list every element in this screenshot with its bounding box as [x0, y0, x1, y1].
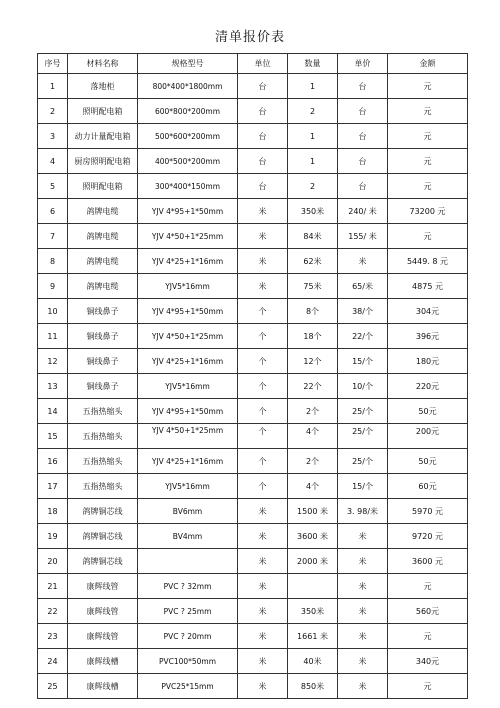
cell-unit: 个 — [238, 424, 288, 449]
cell-name: 五指热缩头 — [68, 399, 138, 424]
table-row — [38, 299, 468, 324]
cell-amount: 60元 — [388, 474, 468, 499]
cell-price: 台 — [338, 124, 388, 149]
cell-price: 米 — [338, 649, 388, 674]
cell-no: 21 — [38, 574, 68, 599]
table-row — [38, 674, 468, 699]
cell-amount: 3600 元 — [388, 549, 468, 574]
cell-unit: 个 — [238, 374, 288, 399]
cell-name: 铜线鼻子 — [68, 349, 138, 374]
cell-amount: 元 — [388, 74, 468, 99]
cell-spec: BV6mm — [138, 499, 238, 524]
cell-price: 米 — [338, 624, 388, 649]
cell-no: 4 — [38, 149, 68, 174]
cell-unit: 个 — [238, 474, 288, 499]
header-qty: 数量 — [288, 54, 338, 74]
cell-amount: 396元 — [388, 324, 468, 349]
table-row — [38, 199, 468, 224]
table-row — [38, 524, 468, 549]
cell-unit: 米 — [238, 224, 288, 249]
cell-price: 15/个 — [338, 474, 388, 499]
table-row — [38, 424, 468, 449]
table-row — [38, 349, 468, 374]
table-row — [38, 449, 468, 474]
cell-spec: YJV 4*25+1*16mm — [138, 249, 238, 274]
cell-name: 鸽牌铜芯线 — [68, 549, 138, 574]
table-row — [38, 224, 468, 249]
header-no: 序号 — [38, 54, 68, 74]
cell-qty: 350米 — [288, 199, 338, 224]
cell-qty: 1661 米 — [288, 624, 338, 649]
cell-spec: 300*400*150mm — [138, 174, 238, 199]
cell-spec: PVC100*50mm — [138, 649, 238, 674]
cell-name: 动力计量配电箱 — [68, 124, 138, 149]
cell-price: 240/ 米 — [338, 199, 388, 224]
cell-name: 康辉线槽 — [68, 674, 138, 699]
cell-spec — [138, 549, 238, 574]
cell-name: 鸽牌电缆 — [68, 224, 138, 249]
cell-amount: 4875 元 — [388, 274, 468, 299]
cell-price: 25/个 — [338, 449, 388, 474]
cell-no: 24 — [38, 649, 68, 674]
cell-qty: 2000 米 — [288, 549, 338, 574]
cell-name: 鸽牌电缆 — [68, 274, 138, 299]
cell-no: 18 — [38, 499, 68, 524]
cell-spec: 600*800*200mm — [138, 99, 238, 124]
cell-unit: 米 — [238, 274, 288, 299]
cell-spec: YJV 4*95+1*50mm — [138, 399, 238, 424]
table-row — [38, 649, 468, 674]
table-row — [38, 174, 468, 199]
cell-price: 38/个 — [338, 299, 388, 324]
cell-amount: 元 — [388, 674, 468, 699]
table-row — [38, 624, 468, 649]
cell-amount: 73200 元 — [388, 199, 468, 224]
cell-amount: 元 — [388, 574, 468, 599]
table-row — [38, 124, 468, 149]
cell-no: 9 — [38, 274, 68, 299]
cell-spec: YJV 4*95+1*50mm — [138, 199, 238, 224]
cell-price: 22/个 — [338, 324, 388, 349]
cell-name: 康辉线槽 — [68, 649, 138, 674]
cell-amount: 180元 — [388, 349, 468, 374]
cell-amount: 304元 — [388, 299, 468, 324]
cell-name: 五指热缩头 — [68, 449, 138, 474]
cell-qty: 850米 — [288, 674, 338, 699]
cell-unit: 米 — [238, 599, 288, 624]
cell-spec: YJV5*16mm — [138, 374, 238, 399]
table-row — [38, 374, 468, 399]
cell-spec: PVC ? 25mm — [138, 599, 238, 624]
cell-spec: 400*500*200mm — [138, 149, 238, 174]
cell-no: 22 — [38, 599, 68, 624]
cell-no: 25 — [38, 674, 68, 699]
cell-no: 19 — [38, 524, 68, 549]
cell-unit: 个 — [238, 449, 288, 474]
cell-no: 6 — [38, 199, 68, 224]
cell-no: 1 — [38, 74, 68, 99]
table-row — [38, 499, 468, 524]
cell-no: 10 — [38, 299, 68, 324]
cell-unit: 个 — [238, 349, 288, 374]
header-name: 材料名称 — [68, 54, 138, 74]
cell-name: 鸽牌电缆 — [68, 199, 138, 224]
cell-qty: 12个 — [288, 349, 338, 374]
document-title: 清单报价表 — [214, 30, 285, 45]
cell-unit: 个 — [238, 324, 288, 349]
cell-qty: 4个 — [288, 424, 338, 449]
cell-unit: 米 — [238, 199, 288, 224]
cell-amount: 元 — [388, 174, 468, 199]
table-row — [38, 274, 468, 299]
table-row — [38, 249, 468, 274]
cell-qty: 62米 — [288, 249, 338, 274]
cell-spec: YJV 4*50+1*25mm — [138, 224, 238, 249]
cell-no: 16 — [38, 449, 68, 474]
cell-no: 2 — [38, 99, 68, 124]
cell-name: 照明配电箱 — [68, 99, 138, 124]
cell-name: 鸽牌铜芯线 — [68, 524, 138, 549]
cell-price: 65/米 — [338, 274, 388, 299]
cell-spec: YJV 4*25+1*16mm — [138, 449, 238, 474]
cell-no: 20 — [38, 549, 68, 574]
cell-amount: 50元 — [388, 399, 468, 424]
cell-no: 3 — [38, 124, 68, 149]
table-row — [38, 74, 468, 99]
cell-unit: 米 — [238, 499, 288, 524]
header-row — [38, 54, 468, 74]
cell-unit: 台 — [238, 149, 288, 174]
cell-qty: 1500 米 — [288, 499, 338, 524]
cell-spec: YJV5*16mm — [138, 274, 238, 299]
cell-price: 米 — [338, 674, 388, 699]
cell-price: 米 — [338, 249, 388, 274]
cell-name: 铜线鼻子 — [68, 299, 138, 324]
cell-spec: BV4mm — [138, 524, 238, 549]
cell-amount: 560元 — [388, 599, 468, 624]
cell-amount: 220元 — [388, 374, 468, 399]
cell-unit: 台 — [238, 174, 288, 199]
cell-spec: YJV 4*50+1*25mm — [138, 424, 238, 449]
cell-qty: 40米 — [288, 649, 338, 674]
cell-name: 康辉线管 — [68, 624, 138, 649]
table-row — [38, 324, 468, 349]
cell-price: 台 — [338, 174, 388, 199]
cell-no: 17 — [38, 474, 68, 499]
cell-price: 10/个 — [338, 374, 388, 399]
cell-no: 12 — [38, 349, 68, 374]
cell-qty: 18个 — [288, 324, 338, 349]
cell-price: 155/ 米 — [338, 224, 388, 249]
cell-spec: PVC25*15mm — [138, 674, 238, 699]
cell-name: 铜线鼻子 — [68, 324, 138, 349]
cell-qty: 8个 — [288, 299, 338, 324]
cell-unit: 台 — [238, 74, 288, 99]
table-row — [38, 149, 468, 174]
cell-unit: 米 — [238, 649, 288, 674]
cell-qty: 2 — [288, 174, 338, 199]
cell-amount: 元 — [388, 624, 468, 649]
cell-price: 3. 98/米 — [338, 499, 388, 524]
cell-name: 铜线鼻子 — [68, 374, 138, 399]
cell-spec: YJV 4*95+1*50mm — [138, 299, 238, 324]
cell-amount: 元 — [388, 224, 468, 249]
cell-name: 鸽牌电缆 — [68, 249, 138, 274]
cell-unit: 米 — [238, 624, 288, 649]
cell-price: 台 — [338, 99, 388, 124]
cell-name: 五指热缩头 — [68, 474, 138, 499]
cell-unit: 米 — [238, 549, 288, 574]
cell-qty — [288, 574, 338, 599]
cell-amount: 9720 元 — [388, 524, 468, 549]
cell-spec: 500*600*200mm — [138, 124, 238, 149]
cell-qty: 2个 — [288, 399, 338, 424]
cell-qty: 1 — [288, 74, 338, 99]
cell-unit: 个 — [238, 399, 288, 424]
cell-qty: 350米 — [288, 599, 338, 624]
cell-amount: 5970 元 — [388, 499, 468, 524]
cell-qty: 3600 米 — [288, 524, 338, 549]
cell-no: 13 — [38, 374, 68, 399]
cell-unit: 米 — [238, 524, 288, 549]
cell-no: 7 — [38, 224, 68, 249]
cell-amount: 340元 — [388, 649, 468, 674]
cell-price: 米 — [338, 549, 388, 574]
cell-qty: 2个 — [288, 449, 338, 474]
table-row — [38, 549, 468, 574]
quote-table — [37, 53, 468, 699]
cell-qty: 22个 — [288, 374, 338, 399]
cell-unit: 个 — [238, 299, 288, 324]
cell-amount: 50元 — [388, 449, 468, 474]
cell-name: 落地柜 — [68, 74, 138, 99]
cell-spec: YJV5*16mm — [138, 474, 238, 499]
cell-price: 25/个 — [338, 424, 388, 449]
cell-spec: PVC ? 32mm — [138, 574, 238, 599]
cell-qty: 84米 — [288, 224, 338, 249]
cell-unit: 米 — [238, 674, 288, 699]
cell-price: 25/个 — [338, 399, 388, 424]
header-spec: 规格型号 — [138, 54, 238, 74]
cell-name: 照明配电箱 — [68, 174, 138, 199]
header-unit: 单位 — [238, 54, 288, 74]
cell-no: 8 — [38, 249, 68, 274]
cell-spec: PVC ? 20mm — [138, 624, 238, 649]
cell-amount: 元 — [388, 124, 468, 149]
cell-no: 14 — [38, 399, 68, 424]
cell-amount: 5449. 8 元 — [388, 249, 468, 274]
table-row — [38, 399, 468, 424]
cell-qty: 1 — [288, 149, 338, 174]
table-row — [38, 599, 468, 624]
cell-qty: 4个 — [288, 474, 338, 499]
cell-unit: 米 — [238, 574, 288, 599]
cell-qty: 1 — [288, 124, 338, 149]
cell-amount: 200元 — [388, 424, 468, 449]
cell-no: 11 — [38, 324, 68, 349]
table-row — [38, 474, 468, 499]
cell-price: 台 — [338, 74, 388, 99]
cell-spec: YJV 4*25+1*16mm — [138, 349, 238, 374]
cell-no: 23 — [38, 624, 68, 649]
header-amount: 金额 — [388, 54, 468, 74]
cell-name: 康辉线管 — [68, 599, 138, 624]
cell-price: 台 — [338, 149, 388, 174]
cell-name: 厨房照明配电箱 — [68, 149, 138, 174]
cell-price: 米 — [338, 574, 388, 599]
header-price: 单价 — [338, 54, 388, 74]
cell-price: 米 — [338, 524, 388, 549]
table-row — [38, 574, 468, 599]
cell-price: 米 — [338, 599, 388, 624]
table-row — [38, 99, 468, 124]
cell-name: 五指热缩头 — [68, 424, 138, 449]
cell-spec: YJV 4*50+1*25mm — [138, 324, 238, 349]
cell-price: 15/个 — [338, 349, 388, 374]
cell-spec: 800*400*1800mm — [138, 74, 238, 99]
cell-qty: 75米 — [288, 274, 338, 299]
cell-no: 15 — [38, 424, 68, 449]
cell-amount: 元 — [388, 149, 468, 174]
cell-unit: 台 — [238, 124, 288, 149]
cell-no: 5 — [38, 174, 68, 199]
cell-name: 康辉线管 — [68, 574, 138, 599]
cell-unit: 米 — [238, 249, 288, 274]
cell-unit: 台 — [238, 99, 288, 124]
cell-name: 鸽牌铜芯线 — [68, 499, 138, 524]
cell-amount: 元 — [388, 99, 468, 124]
cell-qty: 2 — [288, 99, 338, 124]
